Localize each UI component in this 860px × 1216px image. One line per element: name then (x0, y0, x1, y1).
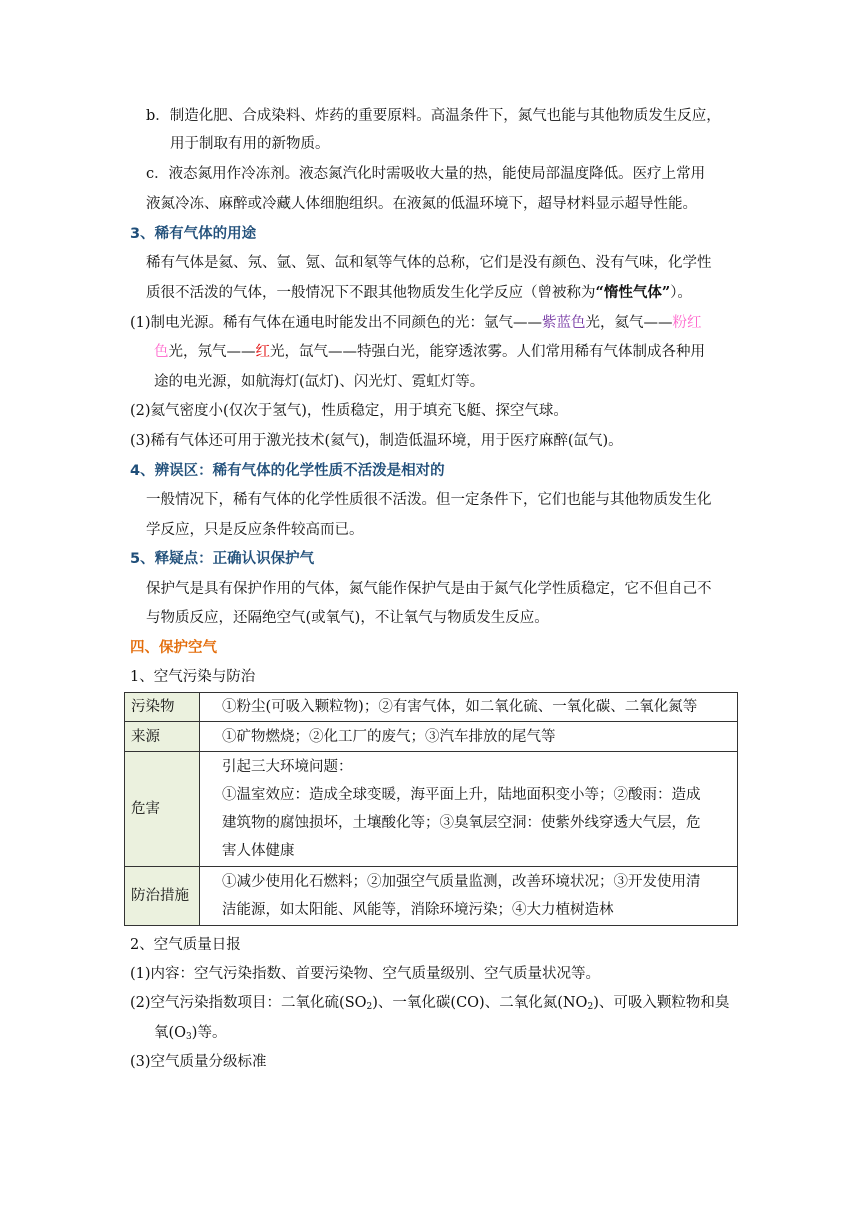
text-segment: (1)制电光源。稀有气体在通电时能发出不同颜色的光：氩气—— (130, 315, 543, 331)
air-quality-item-1: (1)内容：空气污染指数、首要污染物、空气质量级别、空气质量状况等。 (130, 966, 601, 982)
item-1-line1 (130, 313, 702, 333)
heading-misconception: 4、辨误区：稀有气体的化学性质不活泼是相对的 (130, 463, 445, 479)
row-header-sources: 来源 (125, 722, 200, 752)
paragraph-misconception-line2: 学反应，只是反应条件较高而已。 (146, 522, 364, 538)
paragraph-rare-gases-line1: 稀有气体是氦、氖、氩、氪、氙和氡等气体的总称，它们是没有颜色、没有气味，化学性 (146, 255, 712, 271)
pollution-table (124, 692, 738, 926)
hazards-line: ①温室效应：造成全球变暖，海平面上升，陆地面积变小等；②酸雨：造成 (222, 787, 701, 803)
hazards-line: 害人体健康 (222, 843, 295, 859)
heading-protective-gas: 5、释疑点：正确认识保护气 (130, 551, 315, 567)
section-heading-protect-air: 四、保护空气 (130, 640, 217, 656)
subscript: 2 (587, 1002, 594, 1012)
paragraph-protective-gas-line1: 保护气是具有保护作用的气体，氮气能作保护气是由于氮气化学性质稳定，它不但自己不 (146, 581, 712, 597)
hazards-line: 建筑物的腐蚀损坏，土壤酸化等；③臭氧层空洞：使紫外线穿透大气层，危 (222, 815, 701, 831)
table-row (125, 752, 738, 867)
subheading-air-pollution: 1、空气污染与防治 (130, 669, 256, 685)
row-header-pollutants: 污染物 (125, 693, 200, 722)
row-content-pollutants: ①粉尘(可吸入颗粒物)；②有害气体，如二氧化硫、一氧化碳、二氧化氮等 (200, 693, 738, 722)
color-word-red: 红 (255, 344, 270, 360)
paragraph-c-line1: c．液态氮用作冷冻剂。液态氮汽化时需吸收大量的热，能使局部温度降低。医疗上常用 (146, 166, 706, 182)
table-row (125, 867, 738, 926)
prevention-line: 洁能源，如太阳能、风能等，消除环境污染；④大力植树造林 (222, 902, 614, 918)
color-word-pink: 粉红 (672, 315, 702, 331)
air-quality-item-3: (3)空气质量分级标准 (130, 1054, 267, 1070)
text-segment: )等。 (191, 1025, 227, 1041)
paragraph-rare-gases-line2 (146, 283, 692, 303)
heading-rare-gases-uses: 3、稀有气体的用途 (130, 226, 257, 242)
text-segment: )、可吸入颗粒物和臭 (593, 995, 730, 1011)
hazards-line: 引起三大环境问题： (222, 759, 353, 775)
text-segment: 氧(O (154, 1025, 187, 1041)
text-segment: 光，氖气—— (168, 344, 256, 360)
row-header-prevention: 防治措施 (125, 867, 200, 926)
text-segment: 光，氦气—— (585, 315, 673, 331)
prevention-line: ①减少使用化石燃料；②加强空气质量监测，改善环境状况；③开发使用清 (222, 874, 701, 890)
item-2: (2)氦气密度小(仅次于氢气)，性质稳定，用于填充飞艇、探空气球。 (130, 403, 568, 419)
paragraph-b-line1: b．制造化肥、合成染料、炸药的重要原料。高温条件下，氮气也能与其他物质发生反应， (146, 108, 721, 124)
paragraph-b-line2: 用于制取有用的新物质。 (170, 136, 330, 152)
subscript: 2 (366, 1002, 373, 1012)
air-quality-item-2-line1 (130, 993, 729, 1013)
row-content-hazards (200, 752, 738, 867)
paragraph-c-line2: 液氮冷冻、麻醉或冷藏人体细胞组织。在液氮的低温环境下，超导材料显示超导性能。 (146, 196, 697, 212)
paragraph-misconception-line1: 一般情况下，稀有气体的化学性质很不活泼。但一定条件下，它们也能与其他物质发生化 (146, 492, 712, 508)
text-segment: 质很不活泼的气体，一般情况下不跟其他物质发生化学反应（曾被称为 (146, 285, 596, 301)
color-word-pink-cont: 色 (154, 344, 169, 360)
item-1-line3: 途的电光源，如航海灯(氙灯)、闪光灯、霓虹灯等。 (154, 374, 485, 390)
subheading-air-quality-report: 2、空气质量日报 (130, 937, 241, 953)
air-quality-item-2-line2 (154, 1023, 226, 1043)
row-content-prevention (200, 867, 738, 926)
table-row (125, 722, 738, 752)
item-1-line2 (154, 342, 705, 362)
text-segment: (2)空气污染指数项目：二氧化硫(SO (130, 995, 367, 1011)
text-segment: 光，氙气——特强白光，能穿透浓雾。人们常用稀有气体制成各种用 (270, 344, 705, 360)
subscript: 3 (186, 1032, 192, 1042)
paragraph-protective-gas-line2: 与物质反应，还隔绝空气(或氧气)，不让氧气与物质发生反应。 (146, 610, 549, 626)
color-word-purple: 紫蓝色 (542, 315, 586, 331)
inert-gas-term: “惰性气体” (595, 284, 671, 301)
text-segment: ）。 (670, 285, 692, 301)
row-content-sources: ①矿物燃烧；②化工厂的废气；③汽车排放的尾气等 (200, 722, 738, 752)
text-segment: )、一氧化碳(CO)、二氧化氮(NO (372, 995, 588, 1011)
row-header-hazards: 危害 (125, 752, 200, 867)
item-3: (3)稀有气体还可用于激光技术(氦气)，制造低温环境，用于医疗麻醉(氙气)。 (130, 433, 623, 449)
table-row (125, 693, 738, 722)
